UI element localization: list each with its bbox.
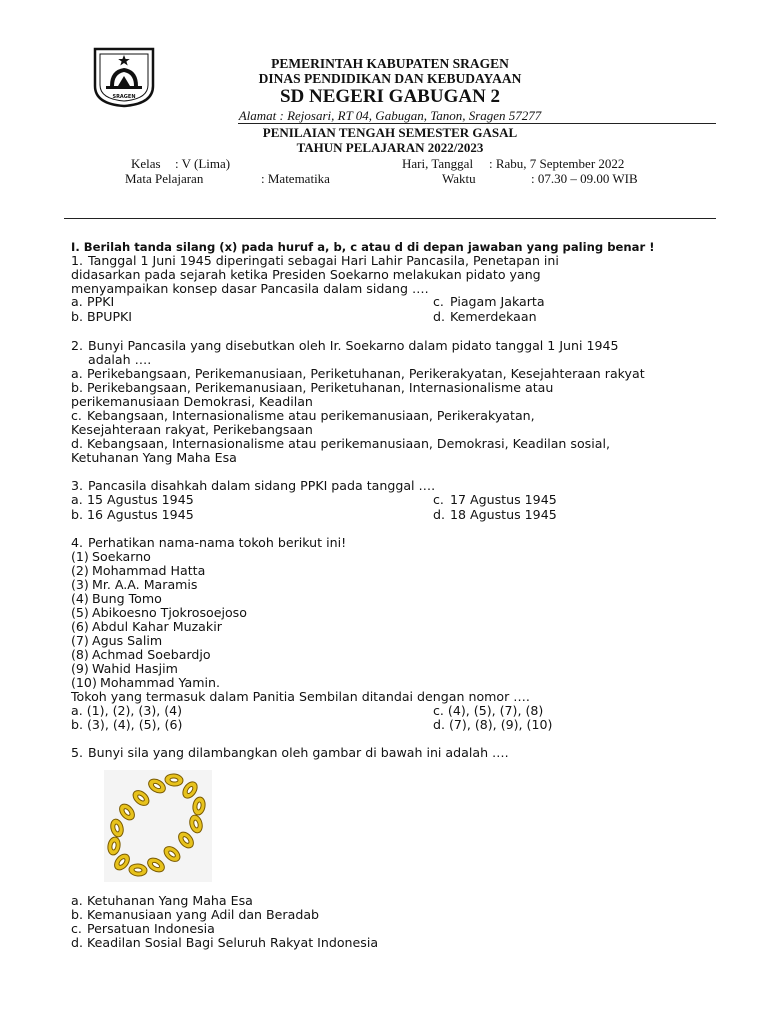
school-name: SD NEGERI GABUGAN 2 (279, 86, 501, 107)
q1-option-b-label: b. (71, 309, 83, 324)
q3-option-b-label: b. (71, 507, 83, 522)
exam-title: PENILAIAN TENGAH SEMESTER GASAL (262, 125, 518, 140)
q4-option-a[interactable]: a. (1), (2), (3), (4) (71, 703, 183, 718)
q4-item-name: Agus Salim (92, 633, 163, 648)
q2-text-line: Bunyi Pancasila yang disebutkan oleh Ir. Soekarno dalam pidato tanggal 1 Juni 1945 (88, 338, 619, 353)
q1-option-a-label: a. (71, 294, 83, 309)
q5-option-d-label: d. (71, 935, 83, 950)
q4-question: Tokoh yang termasuk dalam Panitia Sembilan ditandai dengan nomor …. (71, 689, 530, 704)
header-government: PEMERINTAH KABUPATEN SRAGEN (271, 56, 509, 71)
q4-option-c[interactable]: c. (4), (5), (7), (8) (433, 703, 544, 718)
waktu-value: : 07.30 – 09.00 WIB (531, 171, 638, 186)
q2-option-d[interactable]: Kebangsaan, Internasionalisme atau perikemanusiaan, Demokrasi, Keadilan sosial, (87, 436, 610, 451)
q1-option-d[interactable]: Kemerdekaan (450, 309, 537, 324)
q4-item-number: (5) (71, 605, 89, 620)
q5-option-b[interactable]: Kemanusiaan yang Adil dan Beradab (87, 907, 320, 922)
q4-item-name: Mr. A.A. Maramis (92, 577, 198, 592)
q1-option-a[interactable]: PPKI (87, 294, 115, 309)
q3-option-c-label: c. (433, 492, 444, 507)
hari-label: Hari, Tanggal (402, 156, 474, 171)
q3-option-a[interactable]: 15 Agustus 1945 (87, 492, 194, 507)
logo-caption: SRAGEN (112, 94, 136, 100)
q1-text-line: Tanggal 1 Juni 1945 diperingati sebagai Hari Lahir Pancasila, Penetapan ini (88, 253, 559, 268)
q2-option-c-cont: Kesejahteraan rakyat, Perikebangsaan (71, 422, 313, 437)
section-rule (64, 218, 716, 219)
header-department: DINAS PENDIDIKAN DAN KEBUDAYAAN (258, 71, 522, 86)
q3-option-d-label: d. (433, 507, 445, 522)
q2-option-b[interactable]: Perikebangsaan, Perikemanusiaan, Periketuhanan, Internasionalisme atau (87, 380, 554, 395)
q4-item-name: Bung Tomo (92, 591, 162, 606)
q5-option-a-label: a. (71, 893, 83, 908)
q3-number: 3. (71, 478, 84, 493)
q4-number: 4. (71, 535, 84, 550)
exam-year: TAHUN PELAJARAN 2022/2023 (296, 140, 484, 155)
chain-image (104, 770, 212, 882)
q4-item-number: (6) (71, 619, 89, 634)
q4-item-number: (4) (71, 591, 89, 606)
q1-option-c-label: c. (433, 294, 444, 309)
q4-item-number: (3) (71, 577, 89, 592)
q4-item-number: (9) (71, 661, 89, 676)
q3-text: Pancasila disahkah dalam sidang PPKI pada tanggal …. (88, 478, 436, 493)
q2-option-a-label: a. (71, 366, 83, 381)
kelas-value: : V (Lima) (175, 156, 231, 171)
q1-option-c[interactable]: Piagam Jakarta (450, 294, 545, 309)
q2-option-d-cont: Ketuhanan Yang Maha Esa (71, 450, 237, 465)
q5-option-c[interactable]: Persatuan Indonesia (87, 921, 215, 936)
mapel-value: : Matematika (261, 171, 330, 186)
q2-option-a[interactable]: Perikebangsaan, Perikemanusiaan, Periketuhanan, Perikerakyatan, Kesejahteraan rakyat (87, 366, 645, 381)
q4-option-d[interactable]: d. (7), (8), (9), (10) (433, 717, 553, 732)
q3-option-a-label: a. (71, 492, 83, 507)
q4-item-name: Abdul Kahar Muzakir (92, 619, 222, 634)
mapel-label: Mata Pelajaran (125, 171, 204, 186)
q5-option-a[interactable]: Ketuhanan Yang Maha Esa (87, 893, 253, 908)
q4-item-number: (8) (71, 647, 89, 662)
q2-option-b-cont: perikemanusiaan Demokrasi, Keadilan (71, 394, 313, 409)
q1-text-line: didasarkan pada sejarah ketika Presiden Soekarno melakukan pidato yang (71, 267, 541, 282)
q1-option-d-label: d. (433, 309, 445, 324)
q4-item-number: (2) (71, 563, 89, 578)
q2-option-c-label: c. (71, 408, 82, 423)
q5-text: Bunyi sila yang dilambangkan oleh gambar di bawah ini adalah …. (88, 745, 509, 760)
q4-item-number: (10) (71, 675, 97, 690)
school-address: Alamat : Rejosari, RT 04, Gabugan, Tanon, Sragen 57277 (238, 108, 542, 123)
hari-value: : Rabu, 7 September 2022 (489, 156, 625, 171)
q5-option-b-label: b. (71, 907, 83, 922)
q5-option-c-label: c. (71, 921, 82, 936)
q4-item-number: (1) (71, 549, 89, 564)
q1-text-line: menyampaikan konsep dasar Pancasila dalam sidang …. (71, 281, 429, 296)
q1-option-b[interactable]: BPUPKI (87, 309, 133, 324)
header-rule (238, 123, 716, 124)
q4-item-name: Abikoesno Tjokrosoejoso (92, 605, 247, 620)
q3-option-d[interactable]: 18 Agustus 1945 (450, 507, 557, 522)
kelas-label: Kelas (131, 156, 161, 171)
q2-text-line: adalah …. (88, 352, 152, 367)
instruction: I. Berilah tanda silang (x) pada huruf a, b, c atau d di depan jawaban yang paling benar ! (71, 240, 655, 254)
q2-option-b-label: b. (71, 380, 83, 395)
q2-number: 2. (71, 338, 84, 353)
waktu-label: Waktu (442, 171, 476, 186)
sragen-logo (92, 46, 156, 108)
q4-text: Perhatikan nama-nama tokoh berikut ini! (88, 535, 347, 550)
q5-number: 5. (71, 745, 84, 760)
q5-option-d[interactable]: Keadilan Sosial Bagi Seluruh Rakyat Indonesia (87, 935, 379, 950)
q2-option-d-label: d. (71, 436, 83, 451)
q4-item-name: Mohammad Hatta (92, 563, 206, 578)
q2-option-c[interactable]: Kebangsaan, Internasionalisme atau perikemanusiaan, Perikerakyatan, (87, 408, 535, 423)
q4-option-b[interactable]: b. (3), (4), (5), (6) (71, 717, 183, 732)
q4-item-name: Mohammad Yamin. (100, 675, 220, 690)
q3-option-b[interactable]: 16 Agustus 1945 (87, 507, 194, 522)
q4-item-number: (7) (71, 633, 89, 648)
q4-item-name: Wahid Hasjim (92, 661, 178, 676)
q4-item-name: Achmad Soebardjo (92, 647, 211, 662)
q1-number: 1. (71, 253, 84, 268)
q3-option-c[interactable]: 17 Agustus 1945 (450, 492, 557, 507)
q4-item-name: Soekarno (92, 549, 151, 564)
